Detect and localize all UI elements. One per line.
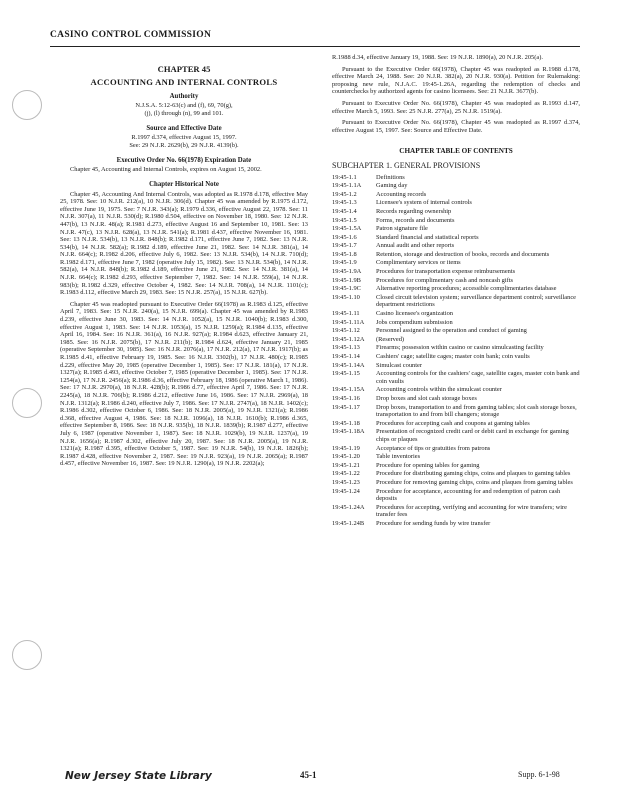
toc-row	[332, 352, 580, 361]
toc-title: CHAPTER TABLE OF CONTENTS	[399, 147, 513, 156]
toc-section-title: Procedures for accepting, verifying and accounting for wire transfers; wire transfer fees	[376, 503, 567, 519]
toc-section-title: Gaming day	[376, 182, 408, 190]
toc-row	[332, 444, 580, 453]
toc-section-title: Procedure for removing gaming chips, coins and plaques from gaming tables	[376, 478, 573, 486]
toc-section-title: (Reserved)	[376, 335, 405, 343]
toc-row	[332, 419, 580, 428]
toc-section-number: 19:45-1.3	[332, 199, 357, 207]
toc-row	[332, 394, 580, 403]
toc-section-number: 19:45-1.9B	[332, 276, 361, 284]
source-line: See: 29 N.J.R. 2629(b), 29 N.J.R. 4139(b).	[129, 142, 239, 150]
toc-section-title: Annual audit and other reports	[376, 242, 455, 250]
toc-row	[332, 207, 580, 216]
toc-section-number: 19:45-1.24B	[332, 519, 365, 527]
toc-section-number: 19:45-1.23	[332, 478, 360, 486]
toc-section-title: Retention, storage and destruction of books, records and documents	[376, 250, 550, 258]
toc-section-title: Complimentary services or items	[376, 259, 461, 267]
authority-line: N.J.S.A. 5:12-63(c) and (f), 69, 70(g),	[135, 101, 233, 109]
toc-row	[332, 258, 580, 267]
toc-section-number: 19:45-1.14	[332, 353, 360, 360]
toc-row	[332, 267, 580, 276]
header-rule	[50, 46, 580, 47]
readoption-note: Pursuant to Executive Order No. 66(1978), Chapter 45 was readopted as R.1997 d.374, effective August 15, 1997. See: Source and Effective Date.	[332, 119, 580, 134]
historical-note-continued: R.1988 d.34, effective January 19, 1988. See: 19 N.J.R. 1890(a), 20 N.J.R. 205(a).	[332, 54, 543, 61]
toc-section-number: 19:45-1.7	[332, 242, 357, 250]
toc-section-title: Firearms; possession within casino or casino simulcasting facility	[376, 344, 544, 352]
readoption-note: Pursuant to the Executive Order 66(1978), Chapter 45 was readopted as R.1988 d.178, effective March 24, 1988. See: 20 N.J.R. 382(a), 20 N.J.R. 930(a). Petition for Rulemaking: proposing new rule, N.J.A.C. 19:45-1.26A, regarding the redemption of checks and counterchecks by authorized agents for casino licensees. See: 21 N.J.R. 3677(b).	[332, 65, 580, 96]
toc-section-title: Accounting controls for the cashiers' cage, satellite cages, master coin bank and coin vaults	[376, 370, 580, 385]
toc-section-number: 19:45-1.2	[332, 190, 357, 198]
subchapter-heading: SUBCHAPTER 1. GENERAL PROVISIONS	[332, 160, 481, 170]
expiration-heading: Executive Order No. 66(1978) Expiration Date	[116, 156, 252, 164]
toc-section-number: 19:45-1.1A	[332, 182, 362, 190]
toc-section-number: 19:45-1.6	[332, 233, 357, 241]
toc-section-number: 19:45-1.5A	[332, 225, 362, 233]
binder-hole-bottom	[12, 640, 42, 670]
toc-row	[332, 469, 580, 478]
toc-section-number: 19:45-1.15	[332, 370, 360, 378]
toc-row	[332, 276, 580, 285]
toc-section-number: 19:45-1.24A	[332, 503, 365, 511]
toc-section-title: Table inventories	[376, 453, 421, 461]
toc-section-title: Definitions	[376, 173, 405, 181]
toc-section-number: 19:45-1.10	[332, 293, 360, 301]
toc-section-title: Drop boxes, transportation to and from gaming tables; slot cash storage boxes, transportation to and from bill changers; storage	[376, 403, 577, 419]
toc-section-number: 19:45-1.17	[332, 403, 360, 411]
left-column	[60, 52, 308, 468]
toc-row	[332, 326, 580, 335]
toc-section-title: Procedure for distributing gaming chips, coins and plaques to gaming tables	[376, 470, 571, 478]
running-header: CASINO CONTROL COMMISSION	[50, 30, 212, 40]
toc-section-number: 19:45-1.15A	[332, 386, 365, 394]
toc-row	[332, 519, 580, 528]
toc-row	[332, 403, 580, 419]
historical-note-heading: Chapter Historical Note	[149, 180, 219, 188]
toc-row	[332, 503, 580, 519]
toc-section-number: 19:45-1.14A	[332, 361, 365, 369]
toc-section-number: 19:45-1.9A	[332, 268, 362, 276]
toc-row	[332, 318, 580, 327]
authority-line: (j), (l) through (n), 99 and 101.	[144, 110, 224, 118]
toc-section-title: Jobs compendium submission	[376, 318, 453, 326]
toc-row	[332, 461, 580, 470]
toc-section-title: Accounting controls within the simulcast counter	[376, 386, 502, 394]
binder-hole-middle	[12, 388, 42, 418]
right-column	[332, 52, 580, 527]
toc-row	[332, 224, 580, 233]
library-stamp: New Jersey State Library	[65, 770, 212, 782]
toc-section-number: 19:45-1.8	[332, 250, 357, 258]
toc-row	[332, 293, 580, 309]
toc-section-title: Acceptance of tips or gratuities from patrons	[376, 444, 491, 452]
readoption-note: Pursuant to Executive Order No. 66(1978), Chapter 45 was readopted as R.1993 d.147, effective March 5, 1993. See: 25 N.J.R. 277(a), 25 N.J.R. 1519(a).	[332, 99, 580, 115]
toc-section-title: Presentation of recognized credit card or debit card in exchange for gaming chips or plaques	[376, 428, 569, 443]
toc-section-number: 19:45-1.19	[332, 444, 360, 452]
toc-row	[332, 181, 580, 190]
toc-section-title: Casino licensee's organization	[376, 310, 453, 318]
toc-row	[332, 361, 580, 370]
authority-heading: Authority	[169, 93, 199, 101]
chapter-title: ACCOUNTING AND INTERNAL CONTROLS	[90, 76, 278, 87]
toc-section-title: Procedures for accepting cash and coupons at gaming tables	[376, 419, 530, 427]
toc-row	[332, 309, 580, 318]
toc-section-number: 19:45-1.13	[332, 344, 360, 352]
toc-row	[332, 369, 580, 385]
toc-row	[332, 198, 580, 207]
toc-row	[332, 173, 580, 182]
toc-row	[332, 233, 580, 242]
toc-section-number: 19:45-1.11A	[332, 318, 365, 326]
toc-row	[332, 487, 580, 503]
toc-section-title: Procedure for sending funds by wire transfer	[376, 519, 491, 527]
toc-section-title: Cashiers' cage; satellite cages; master coin bank; coin vaults	[376, 353, 530, 360]
toc-row	[332, 452, 580, 461]
supplement-date: Supp. 6-1-98	[518, 770, 560, 779]
toc-section-title: Procedures for transportation expense reimbursements	[376, 268, 516, 276]
toc-row	[332, 190, 580, 199]
toc-section-title: Forms, records and documents	[376, 216, 455, 224]
toc-section-number: 19:45-1.16	[332, 394, 360, 402]
toc-section-title: Simulcast counter	[376, 361, 422, 369]
toc-section-number: 19:45-1.21	[332, 461, 360, 469]
toc-section-number: 19:45-1.4	[332, 207, 357, 215]
toc-section-number: 19:45-1.18A	[332, 428, 365, 436]
toc-row	[332, 478, 580, 487]
expiration-text: Chapter 45, Accounting and Internal Controls, expires on August 15, 2002.	[70, 166, 262, 174]
toc-row	[332, 427, 580, 443]
chapter-number: CHAPTER 45	[157, 64, 211, 74]
toc-section-number: 19:45-1.18	[332, 419, 360, 427]
toc-section-number: 19:45-1.1	[332, 173, 357, 181]
toc-section-number: 19:45-1.11	[332, 310, 360, 318]
toc-section-number: 19:45-1.12	[332, 327, 360, 335]
historical-note-paragraph: Chapter 45 was readopted pursuant to Executive Order 66(1978) as R.1983 d.125, effective April 7, 1983. See: 15 N.J.R. 240(a), 15 N.J.R. 699(a). Chapter 45 was amended by R.1983 d.239, effective June 30, 1983. See: 14 N.J.R. 1052(a), 15 N.J.R. 1040(b); R.1983 d.300, effective August 1, 1983. See: 14 N.J.R. 1053(a), 15 N.J.R. 1259(a); R.1984 d.135, effective April 16, 1984. See: 16 N.J.R. 361(a), 16 N.J.R. 927(a); R.1984 d.623, effective January 21, 1985. See: 16 N.J.R. 2075(b), 17 N.J.R. 211(b); R.1984 d.624, effective January 21, 1985 (operative September 30, 1985). See: 16 N.J.R. 2076(a), 17 N.J.R. 212(a), 17 N.J.R. 1917(b); as R.1985 d.41, effective February 19, 1985. See: 16 N.J.R. 3302(b), 17 N.J.R. 480(c); R.1985 d.229, effective May 20, 1985 (operative December 1, 1985). See: 17 N.J.R. 181(a), 17 N.J.R. 1327(a); R.1985 d.493, effective October 7, 1985 (operative December 1, 1985). See: 17 N.J.R. 1254(a), 17 N.J.R. 2456(a); R.1986 d.36, effective February 18, 1986 (operative March 1, 1986). See: 17 N.J.R. 2970(a), 18 N.J.R. 428(b); R.1986 d.77, effective April 7, 1986. See: 17 N.J.R. 2245(a), 18 N.J.R. 706(b); R.1986 d.212, effective June 16, 1986. See: 17 N.J.R. 2969(a), 18 N.J.R. 1312(a); R.1986 d.240, effective July 7, 1986. See: 17 N.J.R. 2747(a), 18 N.J.R. 1402(c); R.1986 d.302, effective October 6, 1986. See: 18 N.J.R. 2005(a), 19 N.J.R. 1321(a); R.1986 d.368, effective August 4, 1986. See: 18 N.J.R. 1096(a), 18 N.J.R. 1610(b); R.1986 d.365, effective September 8, 1986. See: 18 N.J.R. 935(b), 18 N.J.R. 1839(b); R.1987 d.277, effective July 6, 1987 (operative November 1, 1987). See: 18 N.J.R. 1029(b), 19 N.J.R. 1237(a), 19 N.J.R. 1656(a); R.1987 d.302, effective July 20, 1987. See: 18 N.J.R. 2005(a), 19 N.J.R. 1321(a); R.1987 d.395, effective October 5, 1987. See: 19 N.J.R. 54(b), 19 N.J.R. 1826(b); R.1987 d.428, effective November 2, 1987. See: 19 N.J.R. 923(a), 19 N.J.R. 2065(a); R.1987 d.457, effective November 16, 1987. See: 19 N.J.R. 1290(a), 19 N.J.R. 2202(a);	[60, 300, 308, 468]
toc-section-title: Patron signature file	[376, 225, 428, 233]
toc-section-number: 19:45-1.9C	[332, 285, 361, 293]
toc-section-title: Closed circuit television system; surveillance department control; surveillance department restrictions	[376, 293, 577, 309]
toc-section-title: Procedure for acceptance, accounting for and redemption of patron cash deposits	[376, 487, 561, 503]
toc-section-title: Standard financial and statistical reports	[376, 233, 479, 241]
toc-row	[332, 250, 580, 259]
toc-section-title: Alternative reporting procedures; accessible complimentaries database	[376, 285, 557, 293]
toc-row	[332, 216, 580, 225]
toc-section-title: Licensee's system of internal controls	[376, 199, 472, 207]
toc-section-title: Procedures for complimentary cash and noncash gifts	[376, 276, 514, 284]
historical-note-paragraph: Chapter 45, Accounting And Internal Controls, was adopted as R.1978 d.178, effective May 25, 1978. See: 10 N.J.R. 212(a), 10 N.J.R. 306(d). Chapter 45 was amended by R.1975 d.172, effective June 19, 1975. See: 7 N.J.R. 343(a); R.1979 d.336, effective August 22, 1978. See: 11 N.J.R. 307(a), 11 N.J.R. 530(d); R.1980 d.504, effective on November 18, 1980. See: 12 N.J.R. 447(b), 13 N.J.R. 48(a); R.1981 d.273, effective August 16 and September 10, 1981. See: 13 N.J.R. 47(c), 13 N.J.R. 628(a), 13 N.J.R. 541(a); R.1981 d.437, effective November 16, 1981. See: 13 N.J.R. 534(b), 13 N.J.R. 848(b); R.1982 d.171, effective June 7, 1982. See: 13 N.J.R. 534(b), 14 N.J.R. 582(a); R.1982 d.189, effective June 21, 1982. See: 14 N.J.R. 381(a), 14 N.J.R. 664(c); R.1982 d.206, effective July 6, 1982. See: 13 N.J.R. 534(b), 14 N.J.R. 710(d); R.1982 d.171, effective June 7, 1982 (operative July 15, 1982). See: 13 N.J.R. 534(b), 14 N.J.R. 582(a), 14 N.J.R. 848(b); R.1982 d.189, effective June 21, 1982. See: 14 N.J.R. 381(a), 14 N.J.R. 664(c); R.1982 d.293, effective September 7, 1982. See: 14 N.J.R. 559(a), 14 N.J.R. 983(b); R.1982 d.329, effective October 4, 1982. See: 14 N.J.R. 708(a), 14 N.J.R. 1101(c); R.1983 d.112, effective March 29, 1983. See: 15 N.J.R. 257(a), 15 N.J.R. 627(b).	[60, 190, 308, 297]
toc-table	[332, 173, 580, 528]
toc-row	[332, 385, 580, 394]
binder-hole-top	[12, 90, 42, 120]
toc-section-number: 19:45-1.12A	[332, 335, 365, 343]
toc-section-title: Personnel assigned to the operation and conduct of gaming	[376, 327, 527, 335]
toc-row	[332, 241, 580, 250]
toc-section-number: 19:45-1.24	[332, 487, 360, 495]
toc-section-title: Accounting records	[376, 190, 427, 198]
toc-section-number: 19:45-1.9	[332, 259, 357, 267]
toc-section-title: Procedure for opening tables for gaming	[376, 461, 480, 469]
source-heading: Source and Effective Date	[146, 124, 222, 132]
source-line: R.1997 d.374, effective August 15, 1997.	[131, 133, 237, 141]
toc-section-title: Drop boxes and slot cash storage boxes	[376, 394, 477, 402]
toc-row	[332, 284, 580, 293]
toc-section-number: 19:45-1.5	[332, 216, 357, 224]
toc-section-number: 19:45-1.20	[332, 453, 360, 461]
toc-row	[332, 335, 580, 344]
toc-section-title: Records regarding ownership	[376, 207, 452, 215]
toc-row	[332, 343, 580, 352]
toc-section-number: 19:45-1.22	[332, 470, 360, 478]
page-number: 45-1	[300, 770, 317, 780]
